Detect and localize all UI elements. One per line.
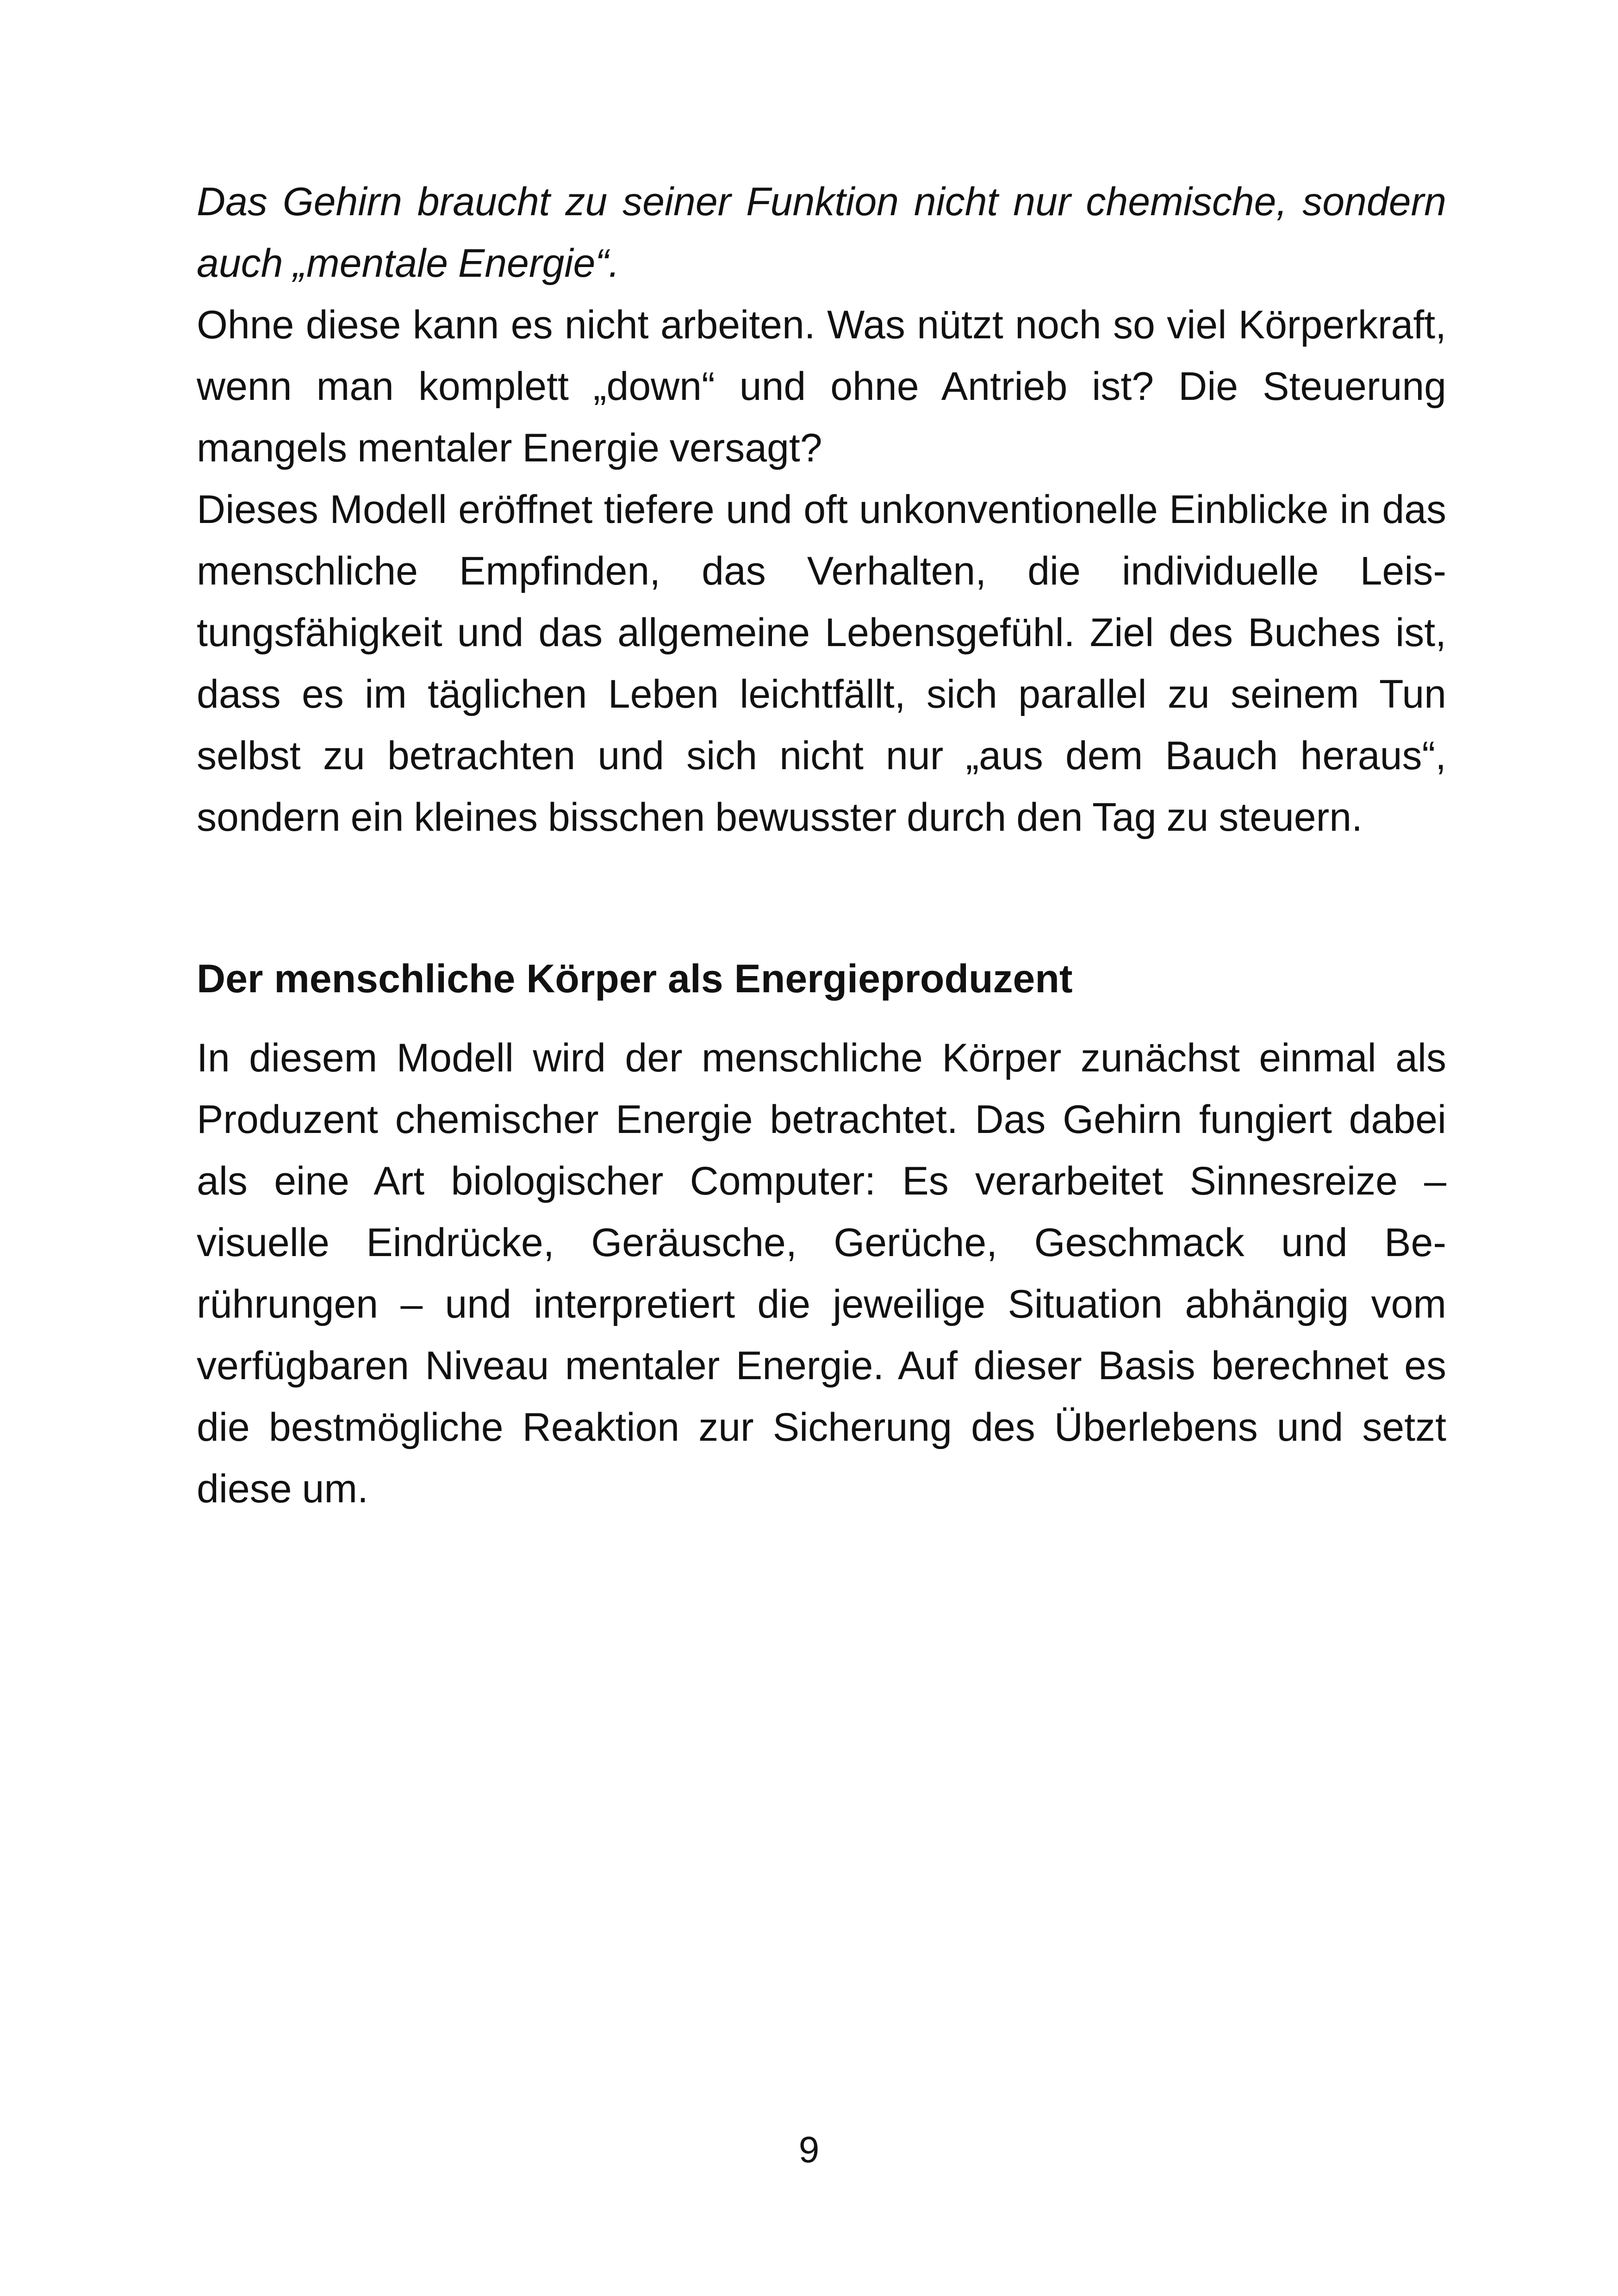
intro-text-block (197, 171, 1446, 848)
intro-paragraph-2: Ohne diese kann es nicht arbeiten. Was nützt noch so viel Körperkraft, wenn man komplett „down“ und ohne Antrieb ist? Die Steuerung mangels mentaler Energie versagt? (197, 303, 1446, 470)
intro-italic-paragraph: Das Gehirn braucht zu seiner Funktion nicht nur chemische, sondern auch „mentale Energie“. (197, 180, 1446, 286)
section-text-block (197, 1027, 1446, 1520)
section-body-paragraph: In diesem Modell wird der menschliche Körper zunächst einmal als Produzent chemischer Energie betrachtet. Das Gehirn fungiert dabei als eine Art biologischer Computer: Es verarbeitet Sinnesreize – visuelle Eindrücke, Geräusche, Gerüche, Geschmack und Berührungen – und interpretiert die jeweilige Situation abhängig vom verfügbaren Niveau mentaler Energie. Auf dieser Basis berechnet es die bestmögliche Reaktion zur Sicherung des Überlebens und setzt diese um. (197, 1036, 1446, 1511)
section-heading: Der menschliche Körper als Energieproduzent (197, 957, 1073, 1001)
page-number: 9 (798, 2129, 820, 2170)
intro-paragraph-3: Dieses Modell eröffnet tiefere und oft unkonventionelle Einblicke in das menschliche Empfinden, das Verhalten, die individuelle Leistungsfähigkeit und das allgemeine Lebensgefühl. Ziel des Buches ist, dass es im täglichen Leben leichtfällt, sich parallel zu seinem Tun selbst zu betrachten und sich nicht nur „aus dem Bauch heraus“, sondern ein kleines bisschen bewusster durch den Tag zu steuern. (197, 487, 1446, 840)
